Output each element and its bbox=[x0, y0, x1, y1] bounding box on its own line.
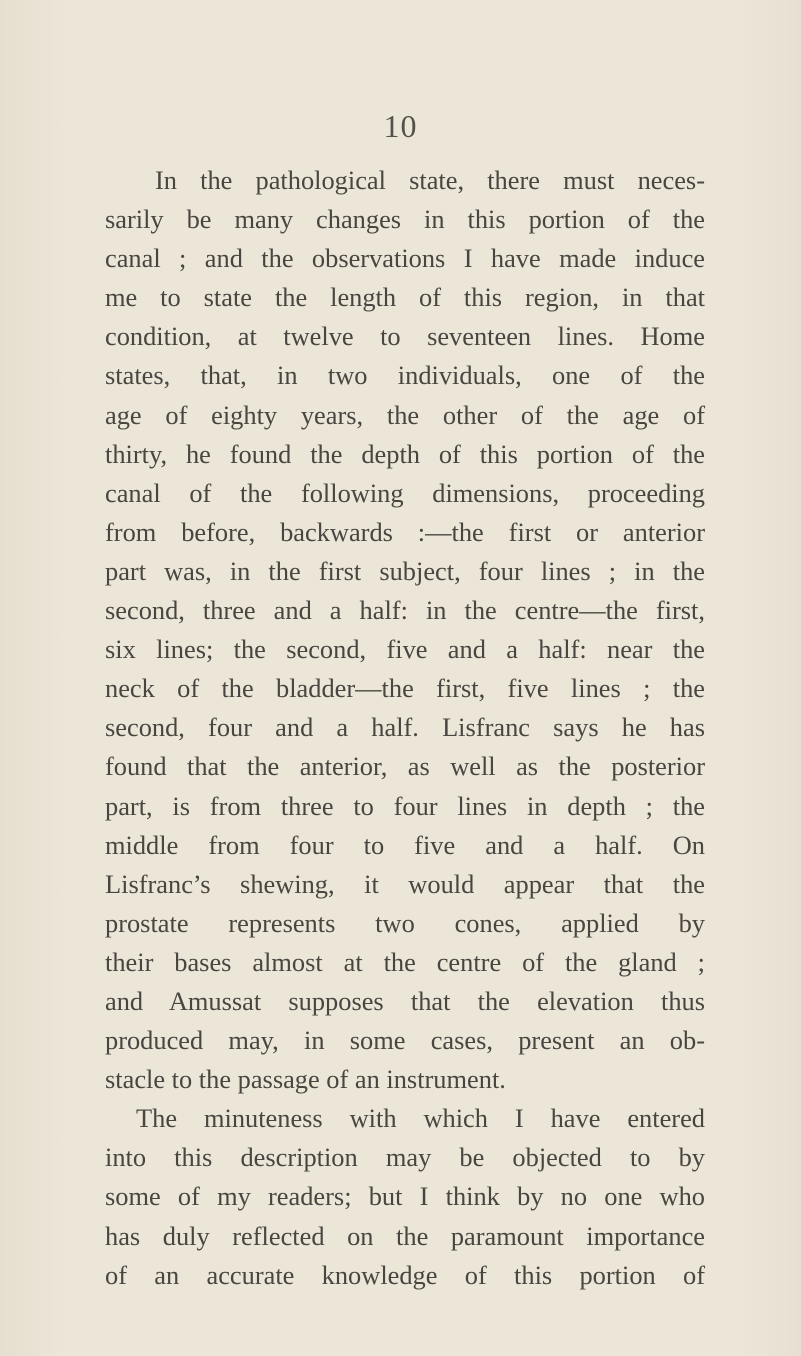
paragraph-1 bbox=[105, 161, 705, 1099]
text-line: part, is from three to four lines in depth ; the bbox=[105, 790, 705, 821]
text-line: produced may, in some cases, present an ob- bbox=[105, 1025, 705, 1056]
text-line: states, that, in two individuals, one of the bbox=[105, 360, 705, 391]
text-line: part was, in the first subject, four lines ; in the bbox=[105, 555, 705, 586]
text-line: found that the anterior, as well as the posterior bbox=[105, 751, 705, 782]
paragraph-2 bbox=[105, 1099, 705, 1294]
page-number: 10 bbox=[383, 108, 418, 144]
text-line: In the pathological state, there must neces- bbox=[155, 165, 705, 195]
text-line: canal of the following dimensions, proceeding bbox=[105, 477, 705, 508]
text-line: sarily be many changes in this portion of the bbox=[105, 204, 705, 235]
text-line: of an accurate knowledge of this portion of bbox=[105, 1259, 705, 1290]
text-line: stacle to the passage of an instrument. bbox=[105, 1064, 506, 1095]
text-line: neck of the bladder—the first, five lines ; the bbox=[105, 673, 705, 704]
text-line: some of my readers; but I think by no one who bbox=[105, 1181, 705, 1212]
text-line: six lines; the second, five and a half: near the bbox=[105, 634, 705, 665]
body-text bbox=[105, 161, 705, 1295]
text-line: into this description may be objected to by bbox=[105, 1142, 705, 1173]
text-line: The minuteness with which I have entered bbox=[136, 1103, 705, 1134]
text-line: middle from four to five and a half. On bbox=[105, 829, 705, 860]
text-line: their bases almost at the centre of the gland ; bbox=[105, 946, 705, 977]
text-line: age of eighty years, the other of the age of bbox=[105, 399, 705, 430]
text-line: Lisfranc’s shewing, it would appear that the bbox=[105, 868, 705, 899]
text-line: thirty, he found the depth of this portion of the bbox=[105, 438, 705, 469]
text-line: canal ; and the observations I have made induce bbox=[105, 243, 705, 274]
text-line: second, three and a half: in the centre—the first, bbox=[105, 595, 705, 626]
text-line: prostate represents two cones, applied by bbox=[105, 907, 705, 938]
text-line: and Amussat supposes that the elevation thus bbox=[105, 985, 705, 1016]
text-line: second, four and a half. Lisfranc says he has bbox=[105, 712, 705, 743]
text-line: condition, at twelve to seventeen lines. Home bbox=[105, 321, 705, 352]
text-line: from before, backwards :—the first or anterior bbox=[105, 516, 705, 547]
text-line: has duly reflected on the paramount importance bbox=[105, 1220, 705, 1251]
text-line: me to state the length of this region, in that bbox=[105, 282, 705, 313]
